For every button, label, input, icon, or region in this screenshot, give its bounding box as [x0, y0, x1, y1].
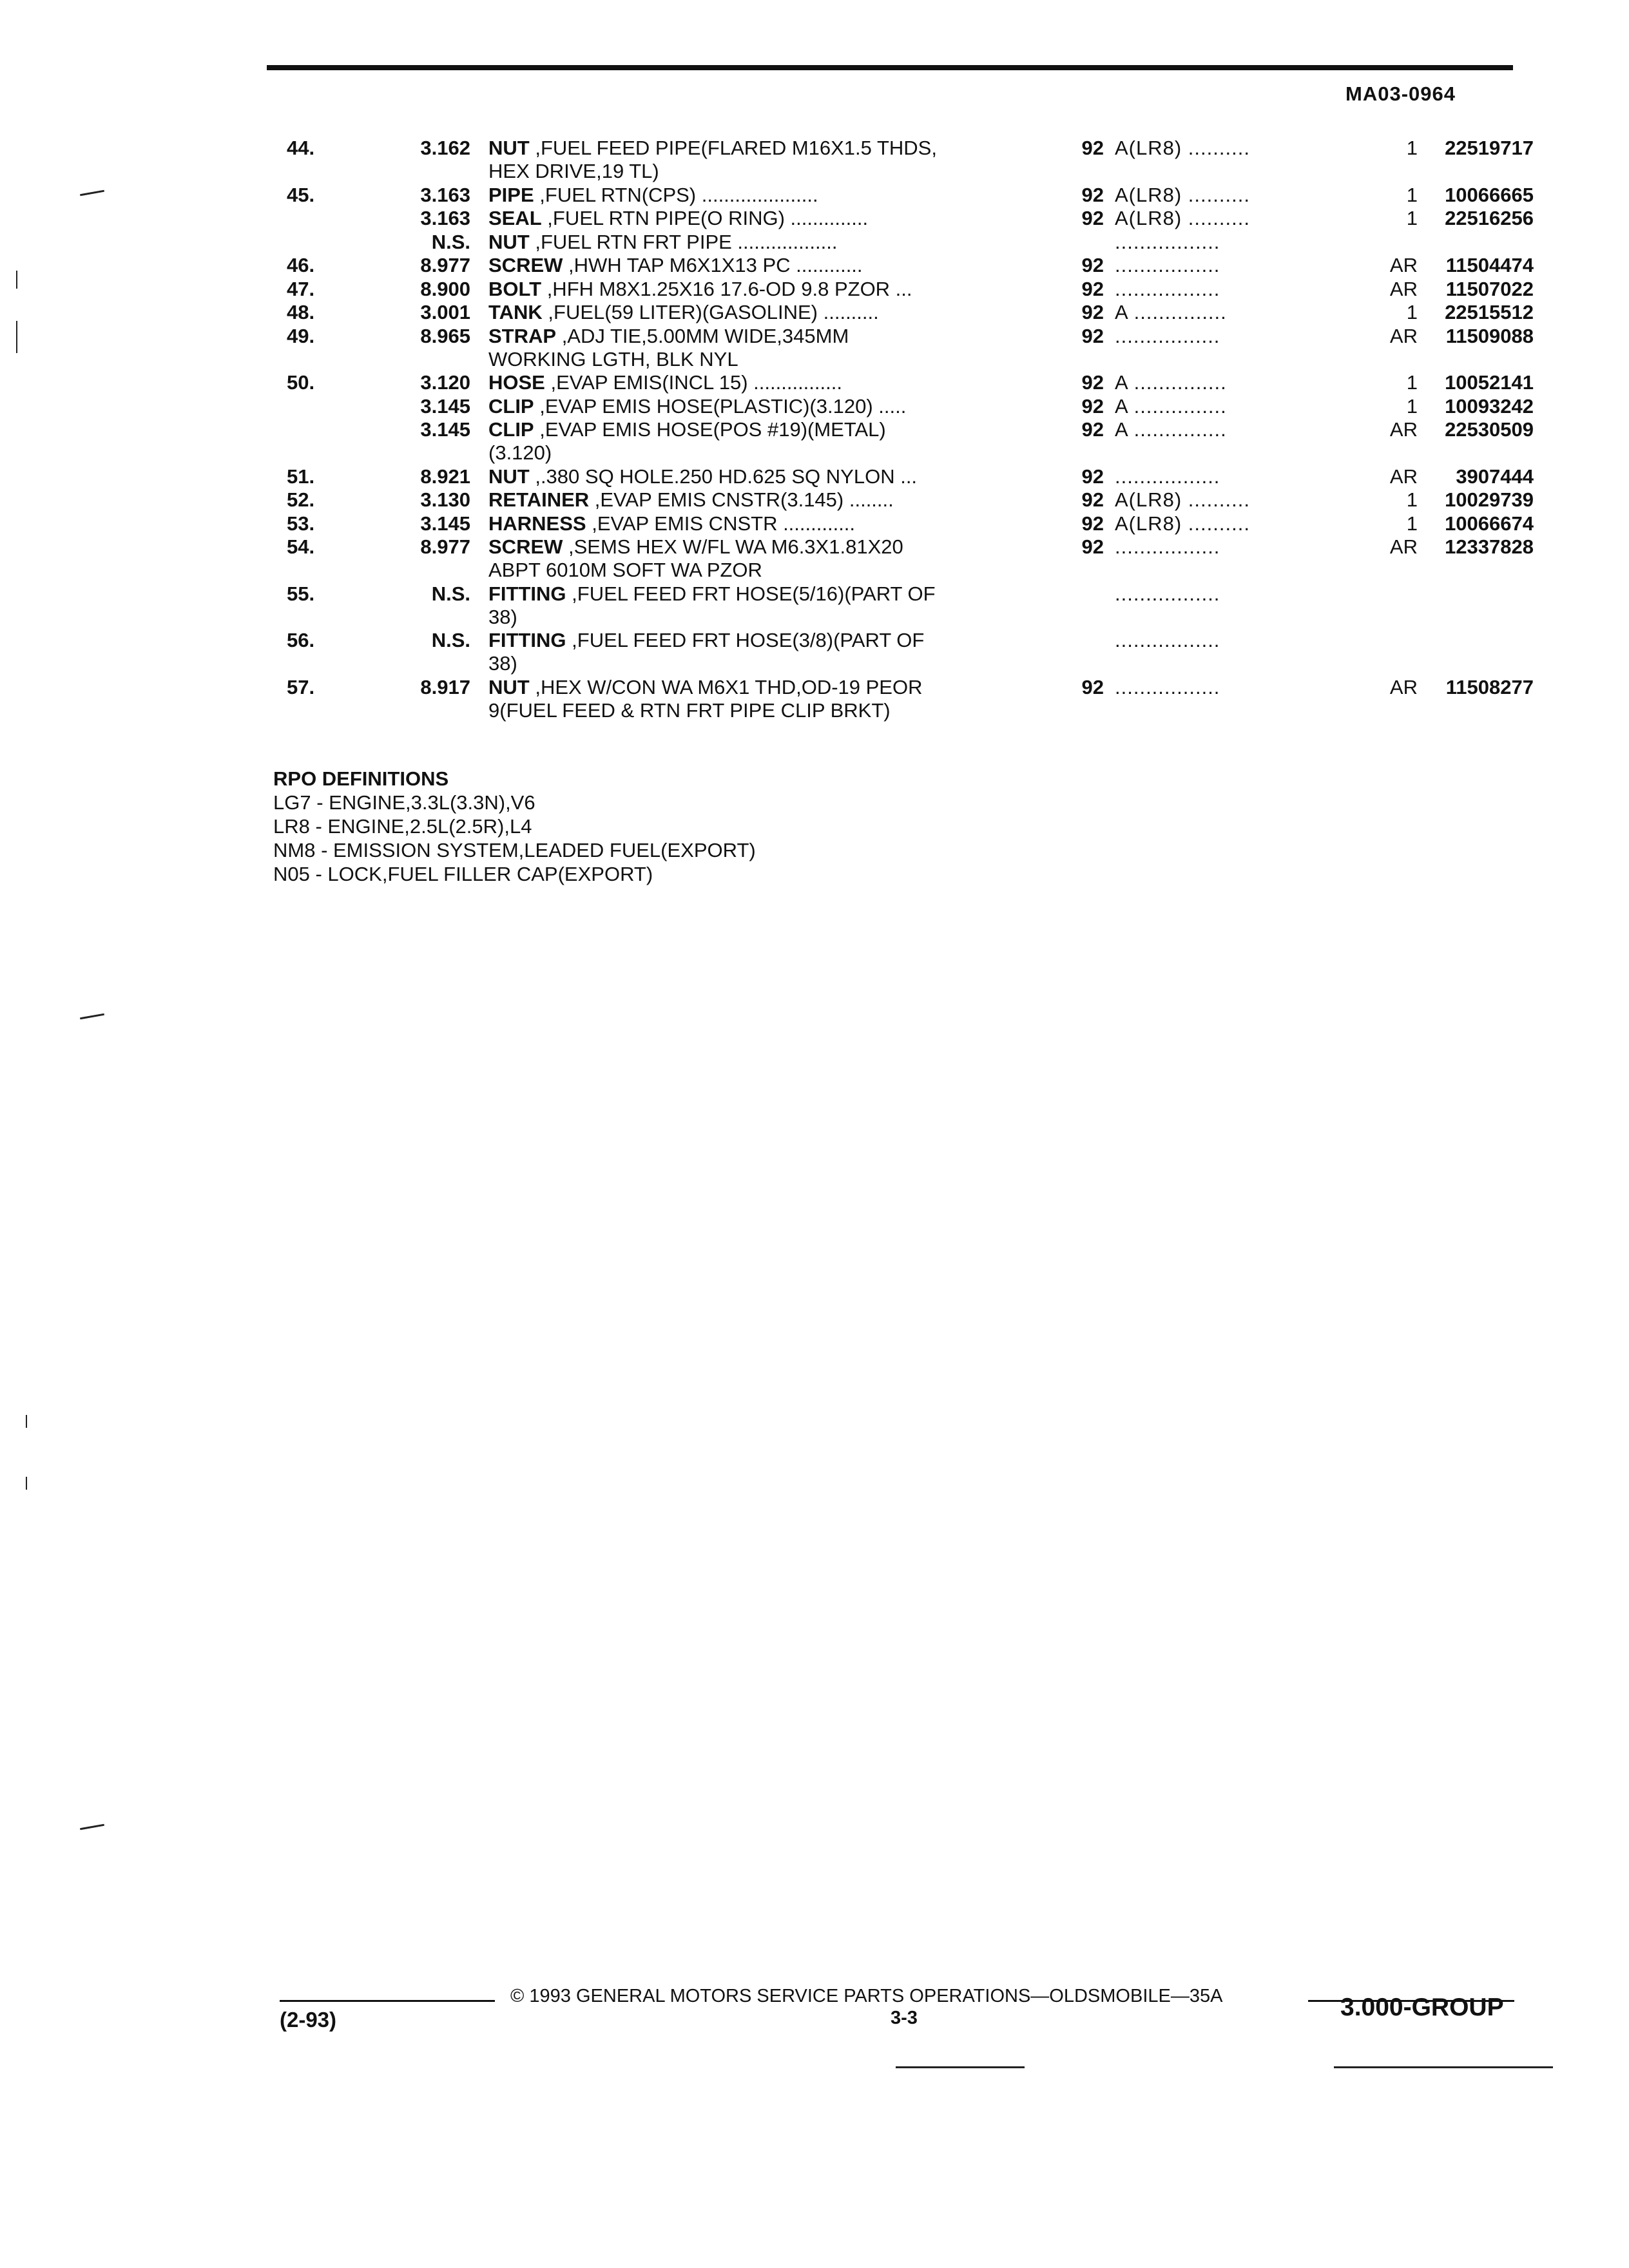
- usage-code: .................: [1115, 582, 1220, 605]
- reference-number: 3.130: [420, 488, 470, 511]
- margin-mark: [80, 1014, 104, 1020]
- item-number: 45.: [287, 183, 315, 206]
- part-detail-continued: 38): [488, 652, 517, 675]
- item-number: 48.: [287, 301, 315, 323]
- item-number: 49.: [287, 324, 315, 347]
- part-number: 22515512: [1445, 301, 1534, 323]
- part-detail-continued: ABPT 6010M SOFT WA PZOR: [488, 559, 762, 581]
- model-year: 92: [1081, 137, 1104, 159]
- part-name: STRAP: [488, 324, 557, 347]
- model-year: 92: [1081, 371, 1104, 394]
- part-detail: ,EVAP EMIS(INCL 15) ................: [545, 371, 842, 394]
- usage-code: .................: [1115, 230, 1220, 253]
- part-name: NUT: [488, 675, 530, 698]
- reference-number: 8.917: [420, 675, 470, 698]
- part-name: TANK: [488, 301, 543, 323]
- parts-row: [258, 418, 1534, 465]
- rpo-item: N05 - LOCK,FUEL FILLER CAP(EXPORT): [273, 863, 653, 885]
- bottom-rule: [1334, 2066, 1553, 2068]
- quantity: 1: [1406, 512, 1418, 535]
- part-name: CLIP: [488, 394, 534, 418]
- usage-code: A(LR8) ..........: [1115, 207, 1250, 229]
- margin-mark: [16, 321, 17, 353]
- usage-code: A ...............: [1115, 394, 1227, 418]
- part-description: [488, 582, 936, 629]
- part-description: [488, 137, 937, 183]
- rpo-definitions: [273, 767, 756, 886]
- model-year: 92: [1081, 465, 1104, 488]
- part-number: 3907444: [1456, 465, 1534, 488]
- part-description: [488, 254, 863, 277]
- part-name: RETAINER: [488, 488, 590, 511]
- item-number: 52.: [287, 488, 315, 511]
- item-number: 51.: [287, 465, 315, 488]
- part-number: 11507022: [1445, 277, 1534, 300]
- model-year: 92: [1081, 512, 1104, 535]
- part-name: HOSE: [488, 371, 545, 394]
- reference-number: 3.001: [420, 301, 470, 323]
- part-name: SEAL: [488, 207, 542, 229]
- usage-code: A ...............: [1115, 371, 1227, 394]
- quantity: AR: [1389, 465, 1418, 488]
- quantity: AR: [1389, 324, 1418, 347]
- part-description: [488, 278, 912, 301]
- reference-number: 8.900: [420, 277, 470, 300]
- part-number: 10066674: [1445, 512, 1534, 535]
- quantity: AR: [1389, 277, 1418, 300]
- rpo-title: RPO DEFINITIONS: [273, 767, 449, 790]
- part-number: 12337828: [1445, 535, 1534, 558]
- usage-code: A(LR8) ..........: [1115, 137, 1250, 159]
- part-name: FITTING: [488, 629, 566, 651]
- parts-row: [258, 231, 1534, 255]
- part-name: PIPE: [488, 183, 534, 206]
- parts-row: [258, 535, 1534, 582]
- part-description: [488, 512, 855, 535]
- part-name: NUT: [488, 230, 530, 253]
- quantity: 1: [1406, 301, 1418, 323]
- rpo-item: LR8 - ENGINE,2.5L(2.5R),L4: [273, 815, 532, 838]
- model-year: 92: [1081, 418, 1104, 441]
- reference-number: 3.163: [420, 207, 470, 229]
- part-detail-continued: WORKING LGTH, BLK NYL: [488, 347, 738, 370]
- parts-row: [258, 512, 1534, 536]
- item-number: 55.: [287, 582, 315, 605]
- model-year: 92: [1081, 535, 1104, 558]
- footer-date: (2-93): [280, 2008, 337, 2032]
- margin-mark: [16, 271, 17, 289]
- item-number: 50.: [287, 371, 315, 394]
- usage-code: .................: [1115, 629, 1220, 651]
- usage-code: .................: [1115, 277, 1220, 300]
- part-description: [488, 629, 924, 675]
- part-number: 22516256: [1445, 207, 1534, 229]
- reference-number: 3.162: [420, 137, 470, 159]
- quantity: 1: [1406, 207, 1418, 229]
- part-number: 10066665: [1445, 183, 1534, 206]
- usage-code: .................: [1115, 535, 1220, 558]
- quantity: AR: [1389, 418, 1418, 441]
- part-name: BOLT: [488, 277, 542, 300]
- model-year: 92: [1081, 301, 1104, 323]
- part-detail: ,HWH TAP M6X1X13 PC ............: [563, 254, 863, 276]
- part-detail: ,FUEL RTN(CPS) .....................: [534, 183, 818, 206]
- model-year: 92: [1081, 254, 1104, 276]
- model-year: 92: [1081, 394, 1104, 418]
- usage-code: .................: [1115, 675, 1220, 698]
- quantity: 1: [1406, 488, 1418, 511]
- parts-list: [258, 137, 1534, 722]
- part-number: 11508277: [1445, 675, 1534, 698]
- margin-mark: [26, 1477, 27, 1490]
- part-name: HARNESS: [488, 512, 586, 535]
- part-detail-continued: (3.120): [488, 441, 552, 464]
- part-detail: ,SEMS HEX W/FL WA M6.3X1.81X20: [563, 535, 903, 558]
- part-detail: ,EVAP EMIS CNSTR .............: [586, 512, 856, 535]
- model-year: 92: [1081, 183, 1104, 206]
- parts-row: [258, 325, 1534, 372]
- page-number: 3-3: [891, 2008, 918, 2028]
- quantity: 1: [1406, 394, 1418, 418]
- item-number: 53.: [287, 512, 315, 535]
- reference-number: 3.145: [420, 512, 470, 535]
- part-detail: ,EVAP EMIS CNSTR(3.145) ........: [589, 488, 894, 511]
- part-name: FITTING: [488, 582, 566, 605]
- quantity: 1: [1406, 137, 1418, 159]
- reference-number: 3.120: [420, 371, 470, 394]
- reference-number: 8.977: [420, 254, 470, 276]
- reference-number: 3.163: [420, 183, 470, 206]
- part-number: 10093242: [1445, 394, 1534, 418]
- part-description: [488, 301, 879, 324]
- model-year: 92: [1081, 277, 1104, 300]
- item-number: 54.: [287, 535, 315, 558]
- parts-row: [258, 371, 1534, 395]
- usage-code: A(LR8) ..........: [1115, 512, 1250, 535]
- group-label: 3.000-GROUP: [1340, 1994, 1504, 2021]
- usage-code: .................: [1115, 254, 1220, 276]
- part-detail: ,.380 SQ HOLE.250 HD.625 SQ NYLON ...: [529, 465, 918, 488]
- reference-number: 3.145: [420, 394, 470, 418]
- quantity: AR: [1389, 254, 1418, 276]
- header-rule: [267, 65, 1513, 70]
- part-name: SCREW: [488, 254, 563, 276]
- part-detail: ,FUEL(59 LITER)(GASOLINE) ..........: [542, 301, 879, 323]
- part-number: 11509088: [1445, 324, 1534, 347]
- usage-code: A(LR8) ..........: [1115, 183, 1250, 206]
- part-name: SCREW: [488, 535, 563, 558]
- part-number: 22519717: [1445, 137, 1534, 159]
- part-detail: ,EVAP EMIS HOSE(POS #19)(METAL): [534, 418, 886, 441]
- part-description: [488, 676, 923, 722]
- footer-copyright: © 1993 GENERAL MOTORS SERVICE PARTS OPERATIONS—OLDSMOBILE—35A: [510, 1986, 1223, 2006]
- reference-number: N.S.: [431, 230, 470, 253]
- reference-number: N.S.: [431, 582, 470, 605]
- part-detail: ,EVAP EMIS HOSE(PLASTIC)(3.120) .....: [534, 394, 907, 418]
- item-number: 47.: [287, 277, 315, 300]
- part-detail-continued: 38): [488, 605, 517, 628]
- item-number: 56.: [287, 629, 315, 651]
- part-description: [488, 371, 842, 394]
- part-detail: ,ADJ TIE,5.00MM WIDE,345MM: [556, 324, 849, 347]
- parts-row: [258, 137, 1534, 184]
- part-description: [488, 535, 903, 582]
- usage-code: A ...............: [1115, 418, 1227, 441]
- parts-row: [258, 301, 1534, 325]
- usage-code: A ...............: [1115, 301, 1227, 323]
- part-detail: ,FUEL RTN FRT PIPE ..................: [529, 230, 838, 253]
- bottom-rule: [896, 2066, 1025, 2068]
- document-code: MA03-0964: [1345, 82, 1456, 105]
- margin-mark: [80, 1824, 104, 1831]
- parts-row: [258, 465, 1534, 489]
- part-description: [488, 231, 837, 254]
- part-detail: ,FUEL FEED PIPE(FLARED M16X1.5 THDS,: [529, 137, 937, 159]
- part-detail-continued: 9(FUEL FEED & RTN FRT PIPE CLIP BRKT): [488, 698, 891, 722]
- model-year: 92: [1081, 488, 1104, 511]
- model-year: 92: [1081, 675, 1104, 698]
- parts-row: [258, 582, 1534, 629]
- part-description: [488, 418, 886, 465]
- parts-row: [258, 278, 1534, 302]
- part-description: [488, 325, 849, 371]
- part-detail-continued: HEX DRIVE,19 TL): [488, 160, 659, 182]
- part-description: [488, 207, 868, 230]
- part-number: 11504474: [1445, 254, 1534, 276]
- reference-number: 3.145: [420, 418, 470, 441]
- item-number: 57.: [287, 675, 315, 698]
- part-name: NUT: [488, 137, 530, 159]
- margin-mark: [26, 1415, 27, 1428]
- part-description: [488, 184, 818, 207]
- parts-row: [258, 676, 1534, 723]
- part-detail: ,FUEL FEED FRT HOSE(3/8)(PART OF: [566, 629, 925, 651]
- quantity: 1: [1406, 183, 1418, 206]
- item-number: 44.: [287, 137, 315, 159]
- quantity: AR: [1389, 535, 1418, 558]
- parts-row: [258, 207, 1534, 231]
- model-year: 92: [1081, 207, 1104, 229]
- rpo-item: NM8 - EMISSION SYSTEM,LEADED FUEL(EXPORT): [273, 839, 756, 861]
- part-description: [488, 395, 906, 418]
- reference-number: 8.977: [420, 535, 470, 558]
- parts-row: [258, 629, 1534, 676]
- parts-row: [258, 184, 1534, 207]
- reference-number: 8.921: [420, 465, 470, 488]
- item-number: 46.: [287, 254, 315, 276]
- parts-row: [258, 395, 1534, 419]
- parts-row: [258, 488, 1534, 512]
- part-detail: ,HFH M8X1.25X16 17.6-OD 9.8 PZOR ...: [541, 277, 912, 300]
- reference-number: 8.965: [420, 324, 470, 347]
- part-number: 10029739: [1445, 488, 1534, 511]
- part-detail: ,FUEL FEED FRT HOSE(5/16)(PART OF: [566, 582, 936, 605]
- part-detail: ,FUEL RTN PIPE(O RING) ..............: [541, 207, 869, 229]
- model-year: 92: [1081, 324, 1104, 347]
- part-description: [488, 488, 894, 512]
- usage-code: A(LR8) ..........: [1115, 488, 1250, 511]
- rpo-item: LG7 - ENGINE,3.3L(3.3N),V6: [273, 791, 535, 814]
- margin-mark: [80, 190, 104, 197]
- part-name: NUT: [488, 465, 530, 488]
- part-name: CLIP: [488, 418, 534, 441]
- usage-code: .................: [1115, 465, 1220, 488]
- parts-row: [258, 254, 1534, 278]
- quantity: AR: [1389, 675, 1418, 698]
- part-number: 10052141: [1445, 371, 1534, 394]
- quantity: 1: [1406, 371, 1418, 394]
- usage-code: .................: [1115, 324, 1220, 347]
- footer-rule: [280, 2000, 495, 2002]
- reference-number: N.S.: [431, 629, 470, 651]
- part-description: [488, 465, 917, 488]
- part-detail: ,HEX W/CON WA M6X1 THD,OD-19 PEOR: [529, 675, 923, 698]
- part-number: 22530509: [1445, 418, 1534, 441]
